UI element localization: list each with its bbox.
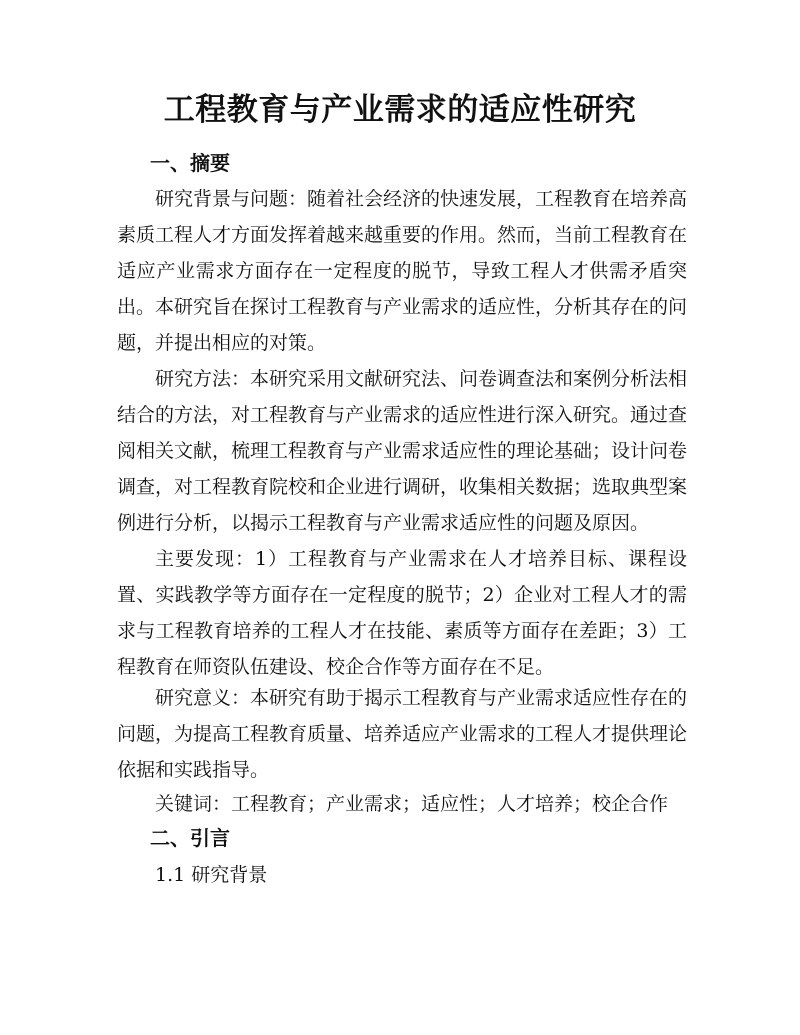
subsection-heading-1-1: 1.1 研究背景 xyxy=(155,864,268,886)
paragraph-background: 研究背景与问题：随着社会经济的快速发展，工程教育在培养高素质工程人才方面发挥着越来越重要的作用。然而，当前工程教育在适应产业需求方面存在一定程度的脱节，导致工程人才供需矛盾突出。本研究旨在探讨工程教育与产业需求的适应性，分析其存在的问题，并提出相应的对策。 xyxy=(117,188,688,354)
keywords-line: 关键词：工程教育；产业需求；适应性；人才培养；校企合作 xyxy=(155,793,669,815)
abstract-heading: 一、摘要 xyxy=(150,151,230,175)
paragraph-findings: 主要发现：1）工程教育与产业需求在人才培养目标、课程设置、实践教学等方面存在一定程度的脱节；2）企业对工程人才的需求与工程教育培养的工程人才在技能、素质等方面存在差距；3）工程教育在师资队伍建设、校企合作等方面存在不足。 xyxy=(117,548,687,678)
introduction-heading: 二、引言 xyxy=(150,826,230,850)
paragraph-methods: 研究方法：本研究采用文献研究法、问卷调查法和案例分析法相结合的方法，对工程教育与产业需求的适应性进行深入研究。通过查阅相关文献，梳理工程教育与产业需求适应性的理论基础；设计问卷调查，对工程教育院校和企业进行调研，收集相关数据；选取典型案例进行分析，以揭示工程教育与产业需求适应性的问题及原因。 xyxy=(117,368,688,534)
document-title: 工程教育与产业需求的适应性研究 xyxy=(163,92,637,128)
paragraph-significance: 研究意义：本研究有助于揭示工程教育与产业需求适应性存在的问题，为提高工程教育质量、培养适应产业需求的工程人才提供理论依据和实践指导。 xyxy=(117,687,688,781)
